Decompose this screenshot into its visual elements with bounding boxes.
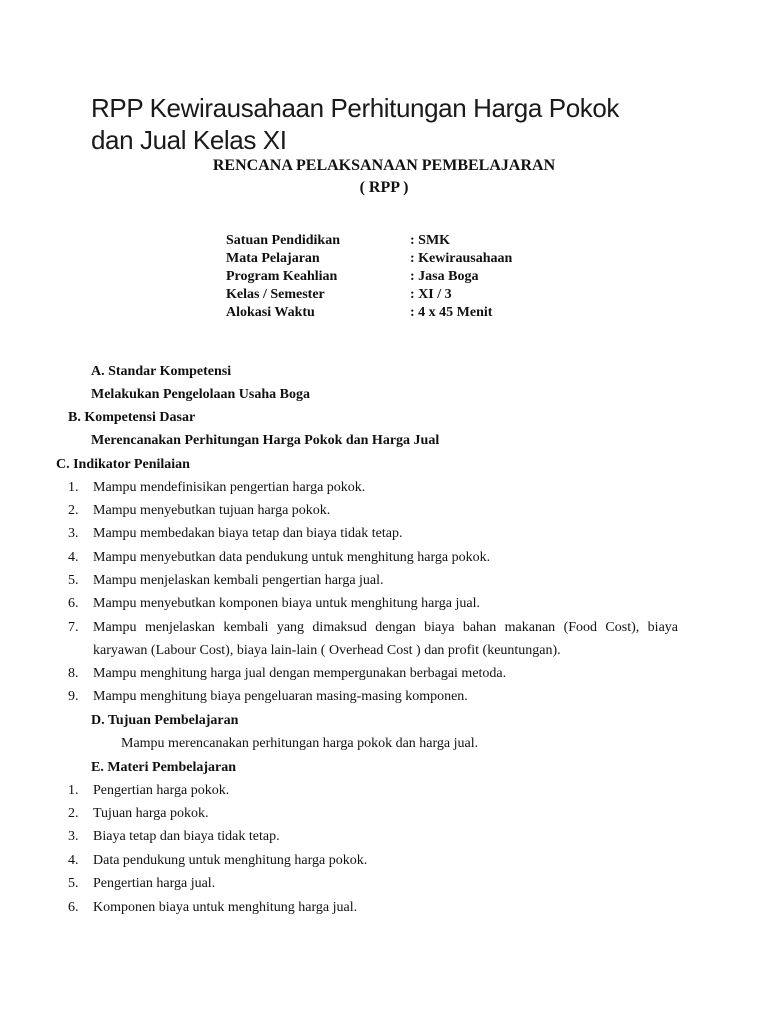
list-item-number: 6. (68, 900, 79, 915)
list-item-number: 3. (68, 829, 79, 844)
rpp-subheading: ( RPP ) (359, 179, 409, 196)
section-c-heading: C. Indikator Penilaian (56, 457, 190, 472)
indicator-item: Mampu menjelaskan kembali yang dimaksud dengan biaya bahan makanan (Food Cost), biaya (93, 620, 678, 635)
list-item-number: 5. (68, 573, 79, 588)
materi-item: Pengertian harga pokok. (93, 783, 230, 798)
info-value-alokasi: : 4 x 45 Menit (410, 305, 493, 320)
list-item-number: 4. (68, 550, 79, 565)
info-value-kelas: : XI / 3 (410, 287, 452, 302)
indicator-item: Mampu menjelaskan kembali pengertian harga jual. (93, 573, 384, 588)
list-item-number: 6. (68, 596, 79, 611)
info-value-program: : Jasa Boga (410, 269, 479, 284)
materi-item: Data pendukung untuk menghitung harga pokok. (93, 853, 368, 868)
section-b-heading: B. Kompetensi Dasar (68, 410, 196, 425)
list-item-number: 9. (68, 689, 79, 704)
rpp-heading: RENCANA PELAKSANAAN PEMBELAJARAN (212, 157, 556, 174)
info-key-satuan: Satuan Pendidikan (226, 233, 340, 248)
info-value-mapel: : Kewirausahaan (410, 251, 513, 266)
list-item-number: 8. (68, 666, 79, 681)
list-item-number: 1. (68, 783, 79, 798)
section-a-heading: A. Standar Kompetensi (91, 364, 232, 379)
info-key-alokasi: Alokasi Waktu (226, 305, 315, 320)
indicator-item: Mampu menyebutkan komponen biaya untuk menghitung harga jual. (93, 596, 480, 611)
list-item-number: 2. (68, 503, 79, 518)
document-title-line-2: dan Jual Kelas XI (91, 125, 287, 155)
info-value-satuan: : SMK (410, 233, 451, 248)
section-b-body: Merencanakan Perhitungan Harga Pokok dan Harga Jual (91, 433, 440, 448)
indicator-item: Mampu membedakan biaya tetap dan biaya tidak tetap. (93, 526, 403, 541)
indicator-item-continuation: karyawan (Labour Cost), biaya lain-lain ( Overhead Cost ) dan profit (keuntungan). (93, 643, 561, 658)
section-e-heading: E. Materi Pembelajaran (91, 760, 237, 775)
section-a-body: Melakukan Pengelolaan Usaha Boga (91, 387, 310, 402)
list-item-number: 4. (68, 853, 79, 868)
indicator-item: Mampu mendefinisikan pengertian harga pokok. (93, 480, 366, 495)
info-key-kelas: Kelas / Semester (226, 287, 325, 302)
info-key-mapel: Mata Pelajaran (226, 251, 320, 266)
list-item-number: 1. (68, 480, 79, 495)
info-key-program: Program Keahlian (226, 269, 338, 284)
list-item-number: 5. (68, 876, 79, 891)
list-item-number: 2. (68, 806, 79, 821)
indicator-item: Mampu menghitung biaya pengeluaran masing-masing komponen. (93, 689, 468, 704)
section-d-heading: D. Tujuan Pembelajaran (91, 713, 239, 728)
materi-item: Tujuan harga pokok. (93, 806, 209, 821)
section-d-body: Mampu merencanakan perhitungan harga pokok dan harga jual. (121, 736, 479, 751)
indicator-item: Mampu menghitung harga jual dengan mempergunakan berbagai metoda. (93, 666, 507, 681)
document-title-line-1: RPP Kewirausahaan Perhitungan Harga Pokok (91, 93, 620, 123)
materi-item: Pengertian harga jual. (93, 876, 216, 891)
list-item-number: 7. (68, 620, 79, 635)
indicator-item: Mampu menyebutkan data pendukung untuk menghitung harga pokok. (93, 550, 491, 565)
materi-item: Komponen biaya untuk menghitung harga jual. (93, 900, 358, 915)
list-item-number: 3. (68, 526, 79, 541)
indicator-item: Mampu menyebutkan tujuan harga pokok. (93, 503, 331, 518)
materi-item: Biaya tetap dan biaya tidak tetap. (93, 829, 280, 844)
